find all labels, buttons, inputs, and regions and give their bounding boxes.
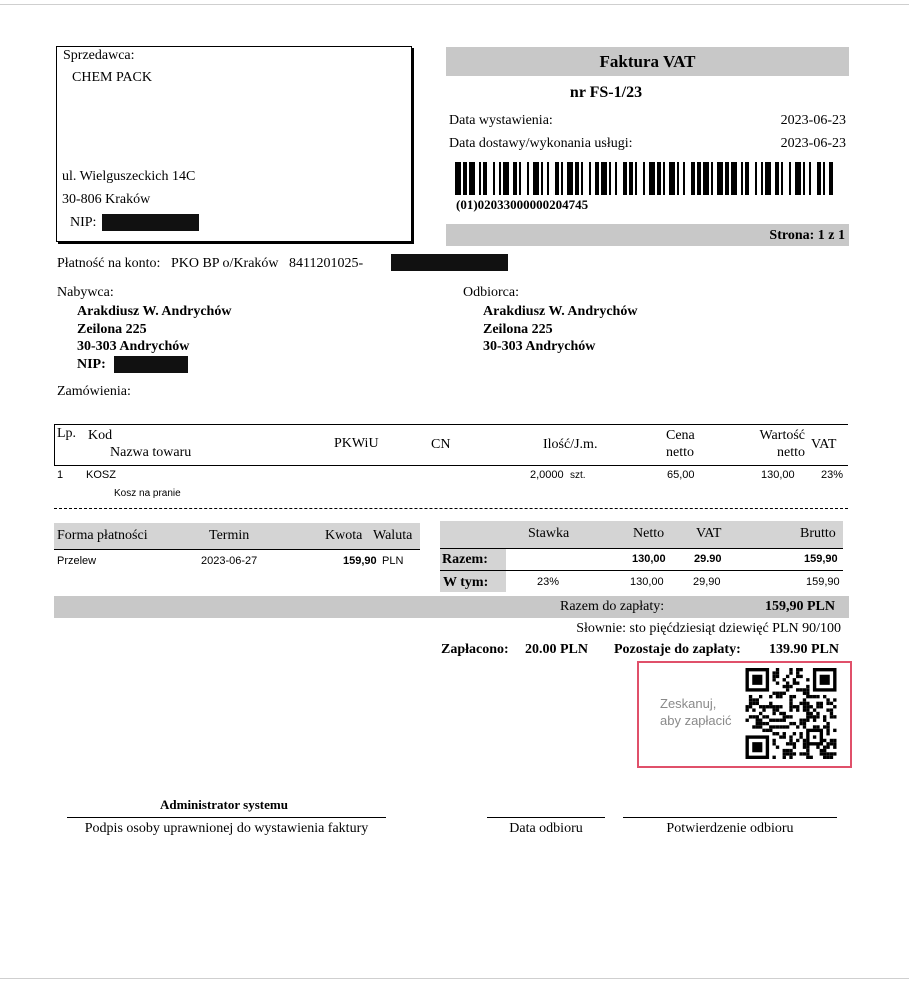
pay-col-amount: Kwota [325, 528, 363, 543]
paid-amount: 20.00 PLN [525, 642, 588, 657]
item-price: 65,00 [667, 469, 695, 481]
col-code: Kod [88, 428, 113, 443]
issuer-signature-line [67, 817, 386, 818]
sum-breakdown-label: W tym: [443, 575, 489, 590]
col-qty: Ilość/J.m. [543, 437, 598, 452]
remaining-label: Pozostaje do zapłaty: [614, 642, 741, 657]
items-table-left-border [54, 424, 55, 465]
item-value: 130,00 [761, 469, 795, 481]
col-pkwiu: PKWiU [334, 436, 379, 451]
item-lp: 1 [57, 469, 64, 481]
remaining-amount: 139.90 PLN [769, 642, 839, 657]
sum-total-label: Razem: [442, 552, 488, 567]
seller-name: CHEM PACK [72, 70, 153, 85]
delivery-date: 2023-06-23 [780, 136, 846, 151]
qr-code-icon[interactable] [744, 668, 838, 759]
buyer-name: Arakdiusz W. Andrychów [77, 304, 232, 319]
pay-form: Przelew [57, 555, 97, 567]
buyer-nip-redaction [114, 356, 188, 373]
seller-nip-redaction [102, 214, 199, 231]
item-code: KOSZ [86, 469, 116, 481]
pay-col-form: Forma płatności [57, 528, 148, 543]
to-pay-amount: 159,90 PLN [765, 599, 835, 614]
col-lp: Lp. [57, 426, 77, 441]
invoice-title: Faktura VAT [599, 52, 696, 71]
payment-account-label: Płatność na konto: [57, 256, 161, 271]
page-bottom-border [0, 978, 909, 979]
pay-currency: PLN [382, 555, 404, 567]
orders-label: Zamówienia: [57, 384, 131, 399]
sum-col-net: Netto [633, 526, 665, 541]
account-prefix: 8411201025- [289, 256, 364, 271]
sum-col-vat: VAT [696, 526, 722, 541]
buyer-nip-label: NIP: [77, 357, 106, 372]
total-bar [54, 596, 849, 618]
receiver-label: Odbiorca: [463, 285, 519, 300]
qr-caption-line-1: Zeskanuj, [660, 696, 717, 711]
receipt-confirm-line [623, 817, 837, 818]
sum-breakdown-vat: 29,90 [693, 576, 721, 588]
page-indicator: Strona: 1 z 1 [769, 228, 845, 243]
receiver-street: Zeilona 225 [483, 322, 553, 337]
payment-account [57, 256, 363, 272]
sum-breakdown-gross: 159,90 [806, 576, 840, 588]
items-table-top-border [54, 424, 848, 425]
pay-col-currency: Waluta [373, 528, 413, 543]
seller-street: ul. Wielguszeckich 14C [62, 169, 196, 184]
sum-total-vat: 29.90 [694, 553, 722, 565]
seller-label: Sprzedawca: [63, 48, 135, 63]
items-table-dashed-border [54, 508, 848, 509]
pay-amount: 159,90 [343, 555, 377, 567]
sum-total-gross: 159,90 [804, 553, 838, 565]
receipt-confirm-caption: Potwierdzenie odbioru [666, 821, 794, 836]
delivery-date-label: Data dostawy/wykonania usługi: [449, 136, 633, 151]
issue-date-label: Data wystawienia: [449, 113, 553, 128]
issue-date: 2023-06-23 [780, 113, 846, 128]
buyer-street: Zeilona 225 [77, 322, 147, 337]
barcode-number: (01)02033000000204745 [456, 197, 589, 212]
item-name: Kosz na pranie [114, 488, 181, 499]
col-cn: CN [431, 437, 451, 452]
seller-city: 30-806 Kraków [62, 192, 151, 207]
sum-col-gross: Brutto [800, 526, 836, 541]
to-pay-label: Razem do zapłaty: [560, 599, 665, 614]
pay-col-term: Termin [209, 528, 250, 543]
bank-name: PKO BP o/Kraków [170, 256, 279, 271]
sum-breakdown-net: 130,00 [630, 576, 664, 588]
item-unit: szt. [570, 470, 586, 481]
issuer-caption: Podpis osoby uprawnionej do wystawienia faktury [84, 821, 369, 836]
receipt-date-caption: Data odbioru [509, 821, 583, 836]
qr-caption-line-2: aby zapłacić [660, 713, 732, 728]
amount-in-words: Słownie: sto pięćdziesiąt dziewięć PLN 90/100 [576, 621, 841, 636]
col-price-1: Cena [666, 428, 695, 443]
col-name: Nazwa towaru [110, 445, 192, 460]
qr-caption [660, 695, 732, 729]
receipt-date-line [487, 817, 605, 818]
col-value-1: Wartość [759, 428, 805, 443]
col-value-2: netto [777, 445, 805, 460]
item-qty: 2,0000 [530, 469, 564, 481]
seller-nip-label: NIP: [70, 215, 97, 230]
buyer-label: Nabywca: [57, 285, 114, 300]
items-table-header-border [54, 465, 848, 466]
paid-label: Zapłacono: [441, 642, 509, 657]
buyer-city: 30-303 Andrychów [77, 339, 190, 354]
account-redaction [391, 254, 508, 271]
page-top-border [0, 4, 909, 5]
sum-col-rate: Stawka [528, 526, 570, 541]
receiver-name: Arakdiusz W. Andrychów [483, 304, 638, 319]
col-price-2: netto [666, 445, 694, 460]
item-vat: 23% [821, 469, 844, 481]
issuer-name: Administrator systemu [160, 797, 288, 812]
invoice-number: nr FS-1/23 [569, 84, 643, 101]
receiver-city: 30-303 Andrychów [483, 339, 596, 354]
barcode [455, 162, 833, 195]
col-vat: VAT [811, 437, 837, 452]
pay-term: 2023-06-27 [201, 555, 258, 567]
sum-breakdown-rate: 23% [537, 576, 560, 588]
sum-total-net: 130,00 [632, 553, 666, 565]
